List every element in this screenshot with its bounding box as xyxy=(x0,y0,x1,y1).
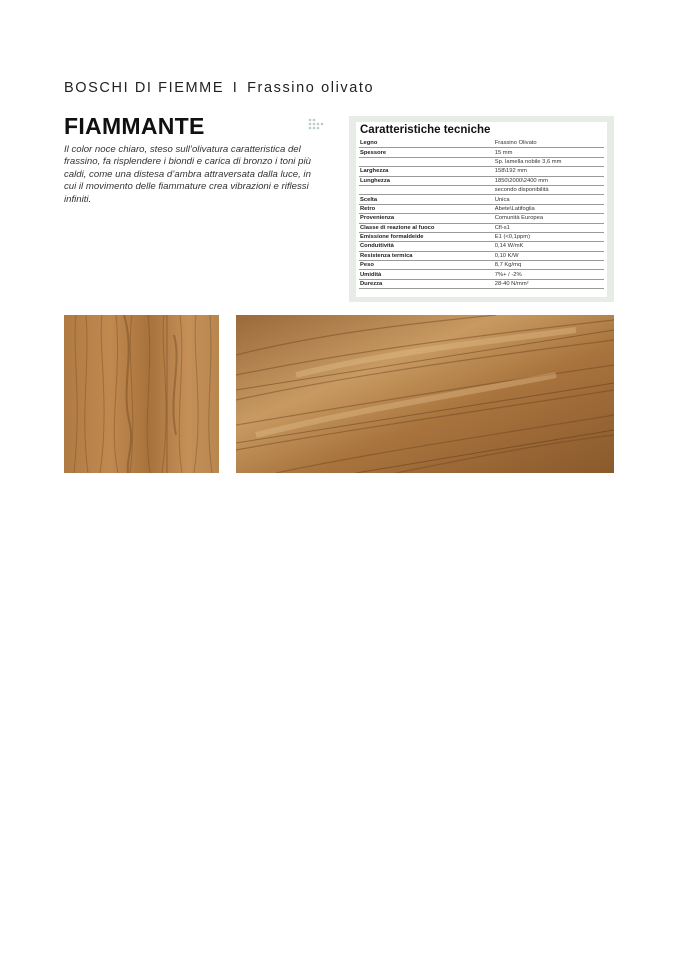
technical-specs-panel xyxy=(349,116,614,302)
spec-value: Abete\Latifoglia xyxy=(494,204,604,213)
spec-value: E1 (<0,1ppm) xyxy=(494,232,604,241)
spec-value: 8,7 Kg/mq xyxy=(494,261,604,270)
spec-row xyxy=(359,195,604,204)
spec-value: 0,14 W/mK xyxy=(494,242,604,251)
product-title: FIAMMANTE xyxy=(64,113,205,139)
spec-label: Durezza xyxy=(359,279,494,288)
spec-row xyxy=(359,157,604,166)
specs-table xyxy=(359,139,604,289)
dots-decoration-icon xyxy=(308,118,326,132)
spec-value: 7%+ / -2% xyxy=(494,270,604,279)
spec-label: Lunghezza xyxy=(359,176,494,185)
brand-name: BOSCHI DI FIEMME xyxy=(64,80,225,96)
spec-value: 28-40 N/mm² xyxy=(494,279,604,288)
spec-label: Classe di reazione al fuoco xyxy=(359,223,494,232)
spec-label: Provenienza xyxy=(359,214,494,223)
spec-value: 15 mm xyxy=(494,148,604,157)
spec-row xyxy=(359,167,604,176)
spec-label: Umidità xyxy=(359,270,494,279)
spec-row xyxy=(359,148,604,157)
wood-sample-photo-small xyxy=(64,315,219,473)
spec-label: Conduttività xyxy=(359,242,494,251)
spec-row xyxy=(359,279,604,288)
spec-row xyxy=(359,139,604,148)
spec-value: 0,10 K/W xyxy=(494,251,604,260)
spec-label: Emissione formaldeide xyxy=(359,232,494,241)
spec-label: Resistenza termica xyxy=(359,251,494,260)
spec-row xyxy=(359,176,604,185)
page-header xyxy=(64,80,374,96)
wood-floor-photo-large xyxy=(236,315,614,473)
spec-row xyxy=(359,251,604,260)
spec-value: 1850\2000\2400 mm xyxy=(494,176,604,185)
spec-row xyxy=(359,261,604,270)
spec-label xyxy=(359,157,494,166)
spec-label: Larghezza xyxy=(359,167,494,176)
spec-value: secondo disponibilità xyxy=(494,185,604,194)
spec-row xyxy=(359,204,604,213)
spec-row xyxy=(359,223,604,232)
spec-row xyxy=(359,214,604,223)
spec-label: Spessore xyxy=(359,148,494,157)
spec-value: Unica xyxy=(494,195,604,204)
spec-row xyxy=(359,185,604,194)
spec-value: Comunità Europea xyxy=(494,214,604,223)
spec-row xyxy=(359,232,604,241)
product-description: Il color noce chiaro, steso sull’olivatura caratteristica del frassino, fa risplendere i biondi e carica di bronzo i toni più caldi, come una distesa d’ambra attraversata dalla luce, in cui il movimento delle fiammature crea vibrazioni e riflessi infiniti. xyxy=(64,144,311,205)
specs-title: Caratteristiche tecniche xyxy=(360,124,491,136)
spec-row xyxy=(359,242,604,251)
spec-row xyxy=(359,270,604,279)
spec-value: Frassino Olivato xyxy=(494,139,604,148)
spec-label: Scelta xyxy=(359,195,494,204)
header-separator: I xyxy=(232,80,239,96)
spec-label: Peso xyxy=(359,261,494,270)
spec-value: 158\192 mm xyxy=(494,167,604,176)
spec-label: Retro xyxy=(359,204,494,213)
header-subtitle: Frassino olivato xyxy=(247,80,375,96)
spec-value: Cfl-s1 xyxy=(494,223,604,232)
spec-label xyxy=(359,185,494,194)
spec-value: Sp. lamella nobile 3,6 mm xyxy=(494,157,604,166)
spec-label: Legno xyxy=(359,139,494,148)
